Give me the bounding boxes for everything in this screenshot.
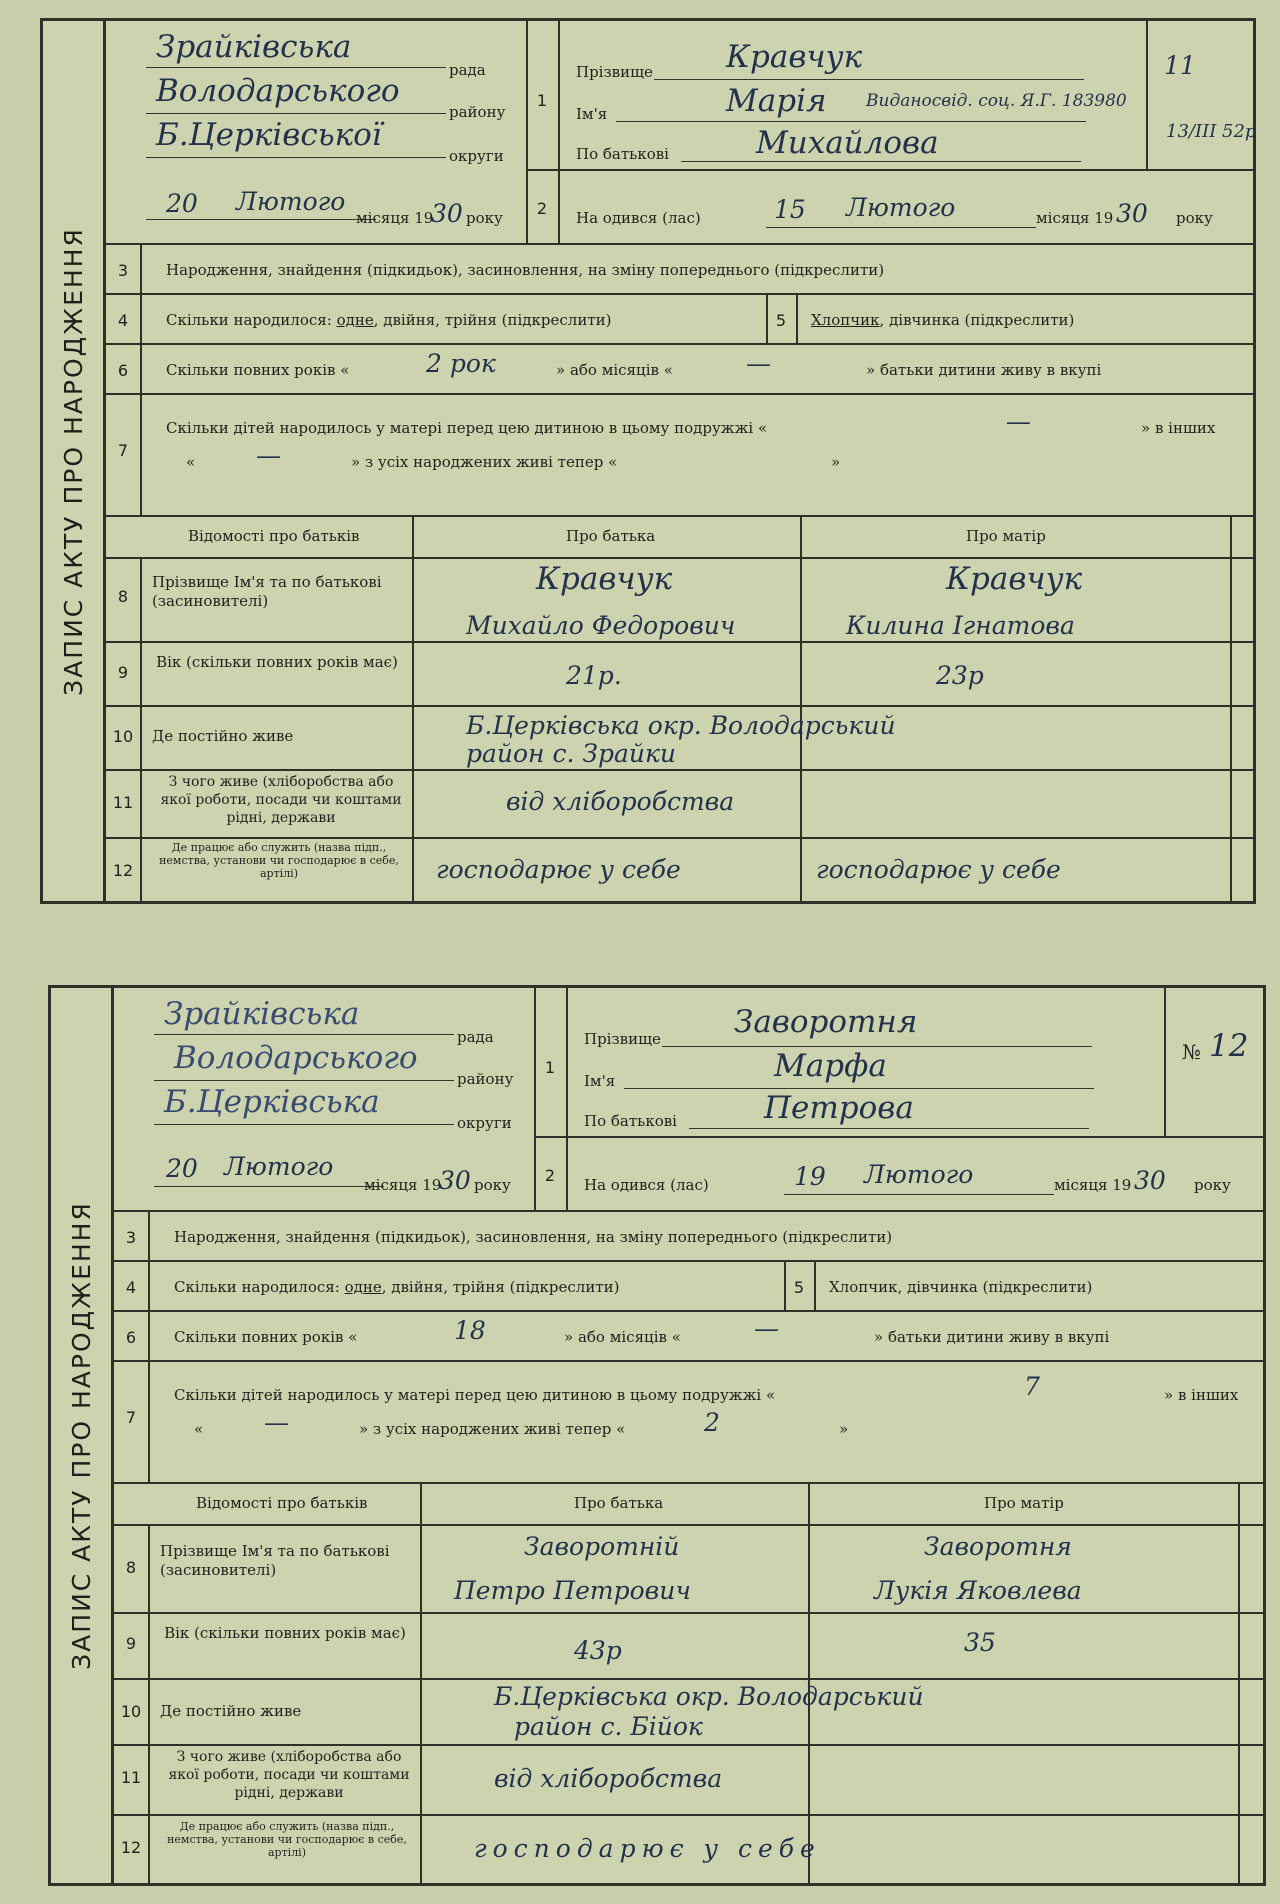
birth-month: Лютого — [846, 193, 956, 222]
children-alive: 2 — [704, 1408, 720, 1437]
children-before: 7 — [1024, 1372, 1040, 1401]
birth-record-2: ЗАПИС АКТУ ПРО НАРОДЖЕННЯ 1 2 Зрайківська рада Володарського району Б.Церківська округи 20 Лютого місяця 19 30 року Прізвище Заворотня Ім'я Марфа По батькові Петрова № 12 На одився (лас) 19 Лютого місяця 19 30 року 3 Народження, знайдення (підкидьок), засиновлення, на зміну попереднього (підкреслити) 4 Скільки народилося: одне, двійня, трійня (підкреслити) 5 Хлопчик, дівчинка (підкреслити) 6 Скільки повних років « 18 » або місяців « — » батьки дитини живу в вкупі 7 Скільки дітей народилось у матері перед цею дитиною в цьому подружжі « 7 » в інших « — » з усіх народжених живі тепер « 2 » Відомості про батьків Про батька Про матір 8 Прізвище Ім'я та по батькові (засиновителі) Заворотній Петро Петрович Заворотня Лукія Яковлева 9 Вік (скільки повних років має) 43р 35 10 Де постійно живе Б.Церківська окр. Володарський район с. Бійок 11 З чого живе (хліборобства або якої роботи, посади чи коштами рідні, держави від хліборобства 12 Де працює або служить (назва підп., немства, установи чи господарює в себе, артілі) господарює у себе — [48, 985, 1266, 1886]
okruha-value: Б.Церківської — [156, 117, 382, 153]
residence-1: Б.Церківська окр. Володарський — [466, 711, 896, 740]
father-surname: Заворотній — [524, 1532, 680, 1561]
residence-2: район с. Бійок — [514, 1712, 703, 1741]
father-name: Петро Петрович — [454, 1576, 691, 1605]
reg-year: 30 — [431, 199, 463, 228]
reg-year: 30 — [439, 1166, 471, 1195]
years-together: 18 — [454, 1316, 486, 1345]
mother-surname: Заворотня — [924, 1532, 1072, 1561]
mother-name: Лукія Яковлева — [874, 1576, 1082, 1605]
rayon-value: Володарського — [174, 1040, 418, 1076]
record-side-title: ЗАПИС АКТУ ПРО НАРОДЖЕННЯ — [43, 21, 106, 901]
rada-value: Зрайківська — [156, 29, 352, 65]
record-side-title: ЗАПИС АКТУ ПРО НАРОДЖЕННЯ — [51, 988, 114, 1883]
father-age: 43р — [574, 1636, 622, 1665]
work-father: господарює у себе — [436, 855, 681, 884]
mother-surname: Кравчук — [946, 561, 1083, 597]
reg-number: 11 — [1164, 51, 1196, 80]
rada-value: Зрайківська — [164, 996, 360, 1032]
birth-record-1: ЗАПИС АКТУ ПРО НАРОДЖЕННЯ 1 2 Зрайківська рада Володарського району Б.Церківської округи 20 Лютого місяця 19 30 року Прізвище Кравчук Ім'я Марія Виданосвід. соц. Я.Г. 183980 По батькові Михайлова 11 13/III 52р На одився (лас) 15 Лютого місяця 19 30 року 3 Народження, знайдення (підкидьок), засиновлення, на зміну попереднього (підкреслити) 4 Скільки народилося: одне, двійня, трійня (підкреслити) 5 Хлопчик, дівчинка (підкреслити) 6 Скільки повних років « 2 рок » або місяців « — » батьки дитини живу в вкупі 7 Скільки дітей народилось у матері перед цею дитиною в цьому подружжі « — » в інших « — » з усіх народжених живі тепер « » Відомості про батьків Про батька Про матір 8 Прізвище Ім'я та по батькові (засиновителі) Кравчук Михайло Федорович Кравчук Килина Ігнатова 9 Вік (скільки повних років має) 21р. 23р 10 Де постійно живе Б.Церківська окр. Володарський район с. Зрайки 11 З чого живе (хліборобства або якої роботи, посади чи коштами рідні, держави від хліборобства 12 Де працює або служить (назва підп., немства, установи чи господарює в себе, артілі) господарює у себе господарює у себе — [40, 18, 1256, 904]
rayon-value: Володарського — [156, 73, 400, 109]
reg-date: 13/III 52р — [1166, 121, 1257, 142]
birth-year: 30 — [1116, 199, 1148, 228]
child-surname: Заворотня — [734, 1004, 918, 1040]
reg-month: Лютого — [236, 187, 346, 216]
child-patronymic: Михайлова — [756, 125, 939, 161]
mother-age: 35 — [964, 1628, 996, 1657]
livelihood: від хліборобства — [506, 787, 735, 816]
work-mother: господарює у себе — [816, 855, 1061, 884]
father-name: Михайло Федорович — [466, 611, 736, 640]
okruha-value: Б.Церківська — [164, 1084, 380, 1120]
residence-1: Б.Церківська окр. Володарський — [494, 1682, 924, 1711]
child-surname: Кравчук — [726, 39, 863, 75]
child-name: Марія — [726, 83, 827, 119]
residence-2: район с. Зрайки — [466, 739, 676, 768]
record-number: 12 — [1209, 1028, 1249, 1064]
years-together: 2 рок — [426, 349, 496, 378]
note: Виданосвід. соц. Я.Г. 183980 — [866, 91, 1127, 111]
reg-day: 20 — [166, 1154, 198, 1183]
child-patronymic: Петрова — [764, 1090, 914, 1126]
birth-year: 30 — [1134, 1166, 1166, 1195]
livelihood: від хліборобства — [494, 1764, 723, 1793]
father-surname: Кравчук — [536, 561, 673, 597]
birth-day: 19 — [794, 1162, 826, 1191]
work: господарює у себе — [474, 1834, 821, 1863]
father-age: 21р. — [566, 661, 622, 690]
mother-age: 23р — [936, 661, 984, 690]
mother-name: Килина Ігнатова — [846, 611, 1075, 640]
birth-day: 15 — [774, 195, 806, 224]
reg-month: Лютого — [224, 1152, 334, 1181]
reg-day: 20 — [166, 189, 198, 218]
birth-month: Лютого — [864, 1160, 974, 1189]
child-name: Марфа — [774, 1048, 887, 1084]
